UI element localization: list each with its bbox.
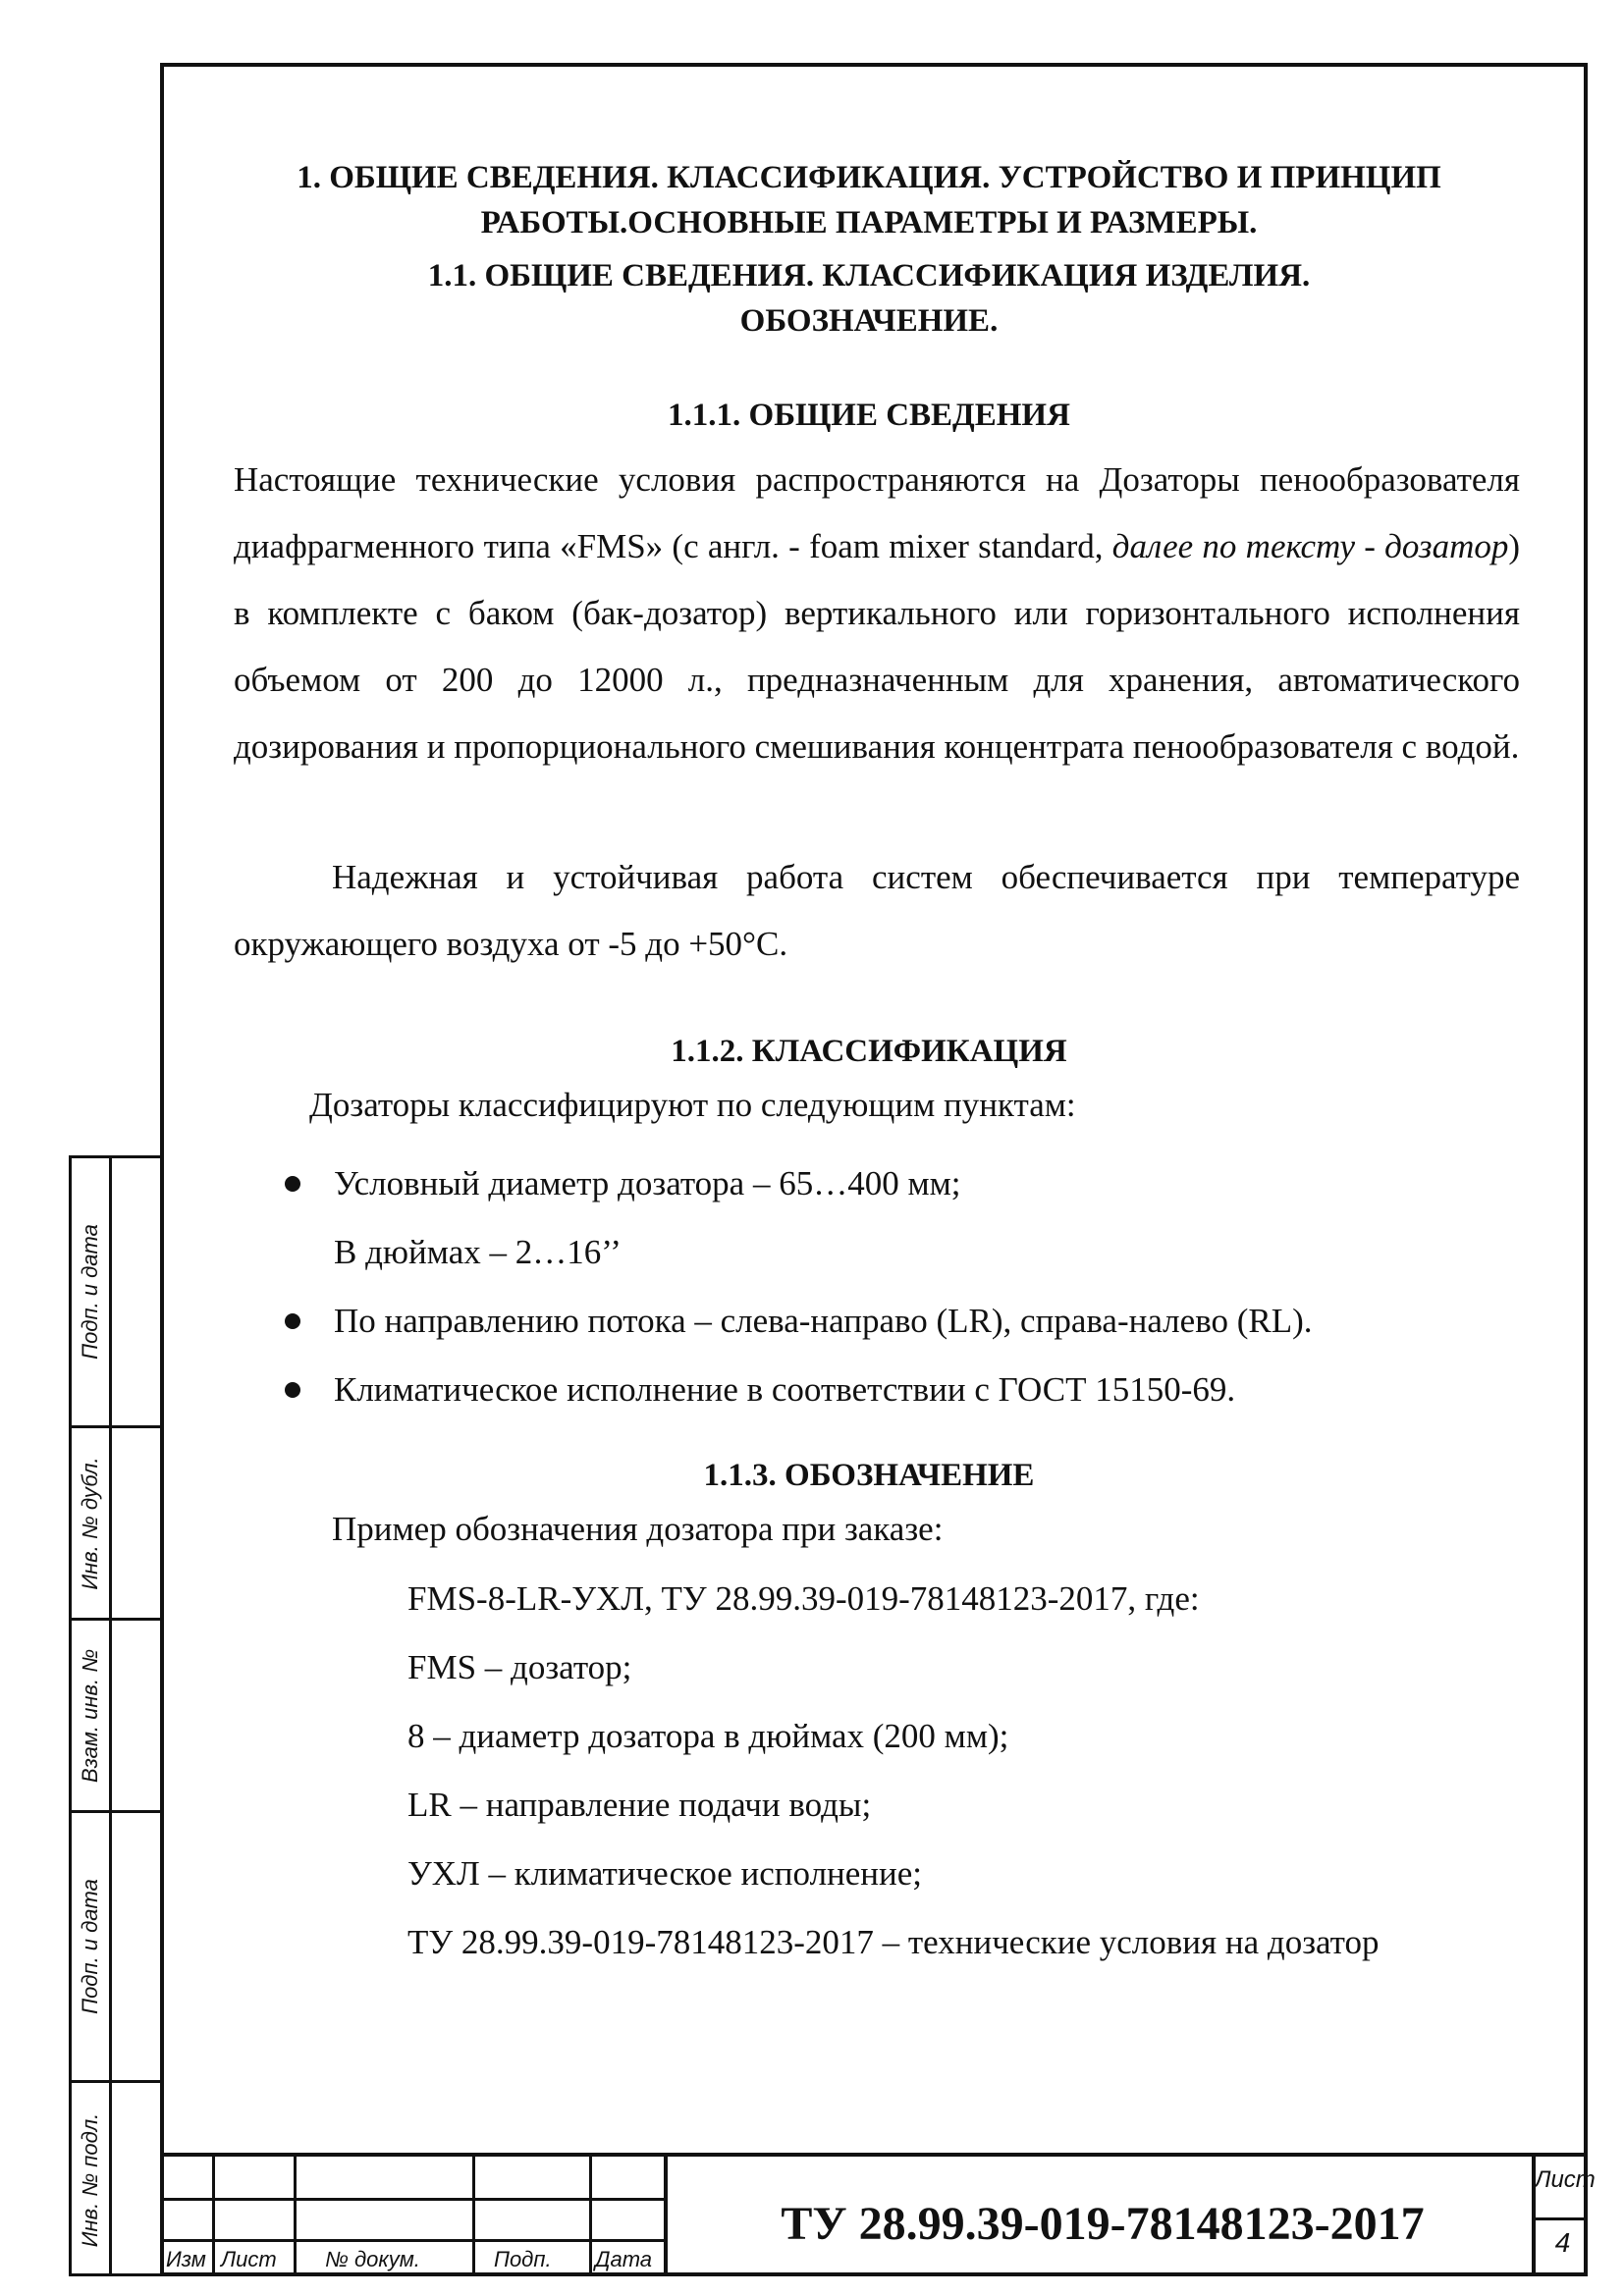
designation-intro: Пример обозначения дозатора при заказе: xyxy=(332,1510,944,1548)
bullet-icon xyxy=(285,1176,300,1192)
bullet-icon xyxy=(285,1313,300,1329)
section-general-paragraph1 xyxy=(234,447,1520,780)
section-general-paragraph2 xyxy=(234,844,1520,978)
paragraph1-text-a: Настоящие технические условия распространяются на Дозаторы пенообразователя диафрагменного типа «FMS» (с англ. - foam mixer standard, xyxy=(234,460,1520,565)
classification-intro: Дозаторы классифицируют по следующим пунктам: xyxy=(309,1086,1076,1124)
side-stamp-label: Подп. и дата xyxy=(78,1224,102,1360)
column-label-date: Дата xyxy=(595,2247,653,2271)
title-block xyxy=(160,2153,1596,2276)
sub-heading-line2: ОБОЗНАЧЕНИЕ. xyxy=(739,303,999,339)
title-block-col-line xyxy=(212,2157,215,2276)
designation-line: FMS-8-LR-УХЛ, ТУ 28.99.39-019-78148123-2017, где: xyxy=(407,1579,1200,1618)
side-stamp-cell xyxy=(72,1621,164,1813)
main-heading-line1: 1. ОБЩИЕ СВЕДЕНИЯ. КЛАССИФИКАЦИЯ. УСТРОЙСТВО И ПРИНЦИП xyxy=(297,160,1441,195)
side-stamp-cell xyxy=(72,1813,164,2083)
side-stamp-label: Инв. № дубл. xyxy=(78,1456,102,1590)
section-classification-title: 1.1.2. КЛАССИФИКАЦИЯ xyxy=(671,1034,1067,1069)
paragraph1-italic-text: далее по тексту - дозатор xyxy=(1111,527,1509,565)
title-block-col-line xyxy=(664,2157,668,2276)
column-label-signature: Подп. xyxy=(494,2247,552,2271)
classification-item-climate: Климатическое исполнение в соответствии с ГОСТ 15150-69. xyxy=(334,1370,1236,1409)
side-stamp-cell xyxy=(72,1428,164,1621)
paragraph2-text: Надежная и устойчивая работа систем обеспечивается при температуре окружающего воздуха от -5 до +50°С. xyxy=(234,858,1520,963)
classification-item-diameter: Условный диаметр дозатора – 65…400 мм; xyxy=(334,1164,961,1202)
sheet-cell-divider xyxy=(1532,2217,1588,2220)
bullet-icon xyxy=(285,1382,300,1398)
side-stamp-label: Подп. и дата xyxy=(78,1879,102,2014)
side-stamp-label: Инв. № подл. xyxy=(78,2112,102,2247)
section-general-title: 1.1.1. ОБЩИЕ СВЕДЕНИЯ xyxy=(668,398,1070,433)
paragraph1-text-b: ) в комплекте с баком (бак-дозатор) вертикального или горизонтального исполнения объемом от 200 до 12000 л., предназначенным для хранения, автоматического дозирования и пропорционального смешивания концентрата пенообразователя с водой. xyxy=(234,527,1520,766)
side-stamp-label: Взам. инв. № xyxy=(78,1648,102,1783)
side-stamp-cell xyxy=(72,1158,164,1428)
sheet-label: Лист xyxy=(1535,2166,1596,2193)
designation-line: 8 – диаметр дозатора в дюймах (200 мм); xyxy=(407,1717,1009,1755)
side-stamp-cell xyxy=(72,2083,164,2276)
section-designation-title: 1.1.3. ОБОЗНАЧЕНИЕ xyxy=(703,1458,1035,1493)
sub-heading-line1: 1.1. ОБЩИЕ СВЕДЕНИЯ. КЛАССИФИКАЦИЯ ИЗДЕЛИЯ. xyxy=(427,258,1311,294)
designation-line: ТУ 28.99.39-019-78148123-2017 – технические условия на дозатор xyxy=(407,1923,1380,1961)
designation-line: LR – направление подачи воды; xyxy=(407,1786,872,1824)
sub-heading xyxy=(226,253,1512,344)
main-heading xyxy=(226,155,1512,245)
title-block-col-line xyxy=(589,2157,592,2276)
title-block-col-line xyxy=(472,2157,475,2276)
title-block-col-line xyxy=(294,2157,297,2276)
side-stamp xyxy=(69,1155,164,2276)
document-code: ТУ 28.99.39-019-78148123-2017 xyxy=(781,2197,1425,2250)
classification-item-diameter-inches: В дюймах – 2…16’’ xyxy=(334,1233,622,1271)
sheet-number: 4 xyxy=(1554,2227,1571,2258)
column-label-document-number: № докум. xyxy=(325,2247,420,2271)
designation-line: FMS – дозатор; xyxy=(407,1648,632,1686)
column-label-change: Изм xyxy=(166,2247,206,2271)
main-heading-line2: РАБОТЫ.ОСНОВНЫЕ ПАРАМЕТРЫ И РАЗМЕРЫ. xyxy=(480,205,1258,240)
designation-line: УХЛ – климатическое исполнение; xyxy=(407,1854,923,1893)
classification-item-flow: По направлению потока – слева-направо (LR), справа-налево (RL). xyxy=(334,1302,1313,1340)
column-label-sheet: Лист xyxy=(221,2247,277,2271)
